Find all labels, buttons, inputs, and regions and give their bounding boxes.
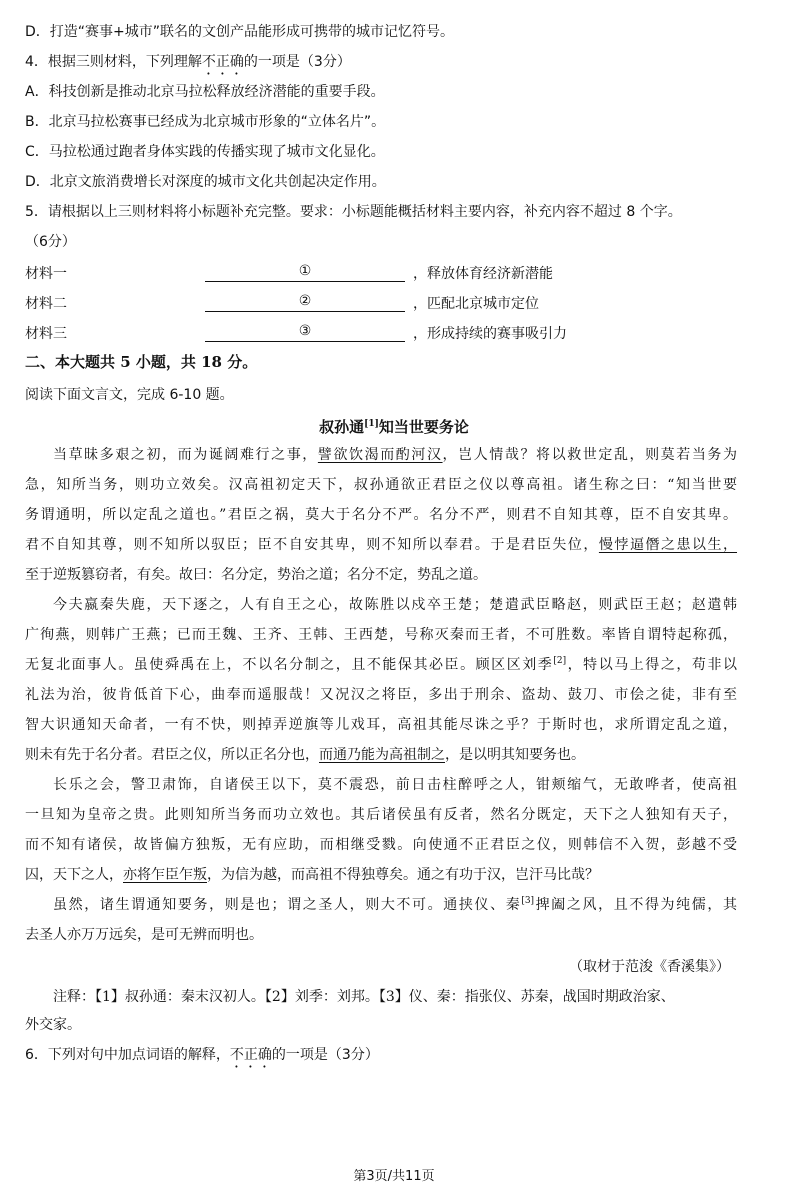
p1-line: 至于逆叛篡窃者，有矣。故曰：名分定，势治之道；名分不定，势乱之道。 [25, 567, 487, 583]
text-run: 君不自知其尊，则不知所以驭臣；臣不自安其卑，则不知所以奉君。于是君臣失位， [25, 537, 599, 553]
note-mark: [2] [553, 656, 567, 666]
p2-line: 礼法为治，彼肯低首下心，曲奉而遥服哉！又况汉之将臣，多出于刑余、盗劫、鼓刀、市侩之徒，非有至 [25, 687, 737, 703]
p1-line: 务谓通明，所以定乱之道也。”君臣之祸，莫大于名分不严。名分不严，则君不自知其尊，臣不自安其卑。 [25, 507, 737, 523]
source-citation: （取材于范浚《香溪集》） [569, 959, 730, 975]
title-note-mark: [1] [364, 419, 379, 429]
q6-emphasis: 不正确 [229, 1047, 272, 1063]
p2-line [25, 656, 737, 674]
section-heading: 二、本大题共 5 小题，共 18 分。 [25, 353, 258, 371]
p3-line: 长乐之会，警卫肃饰，自诸侯王以下，莫不震恐，前日击柱醉呼之人，钳颊缩气，无敢哗者，使高祖 [53, 777, 737, 793]
p3-line [25, 866, 599, 884]
page-number: 第3页/共11页 [353, 1169, 435, 1184]
text-run: ，是以明其知要务也。 [445, 747, 585, 763]
text-run: 无复北面事人。虽使舜禹在上，不以名分制之，且不能保其必臣。顾区区刘季 [25, 657, 554, 673]
blank-suffix: ，释放体育经济新潜能 [413, 266, 553, 282]
q6-stem-a: 6．下列对句中加点词语的解释， [25, 1047, 230, 1063]
blank-row-3 [25, 323, 585, 343]
p4-line [53, 896, 737, 914]
blank-label: 材料二 [25, 296, 67, 312]
blank-suffix: ，匹配北京城市定位 [413, 296, 539, 312]
notes-line: 外交家。 [25, 1017, 81, 1033]
reading-instruction: 阅读下面文言文，完成 6-10 题。 [25, 387, 234, 403]
text-run: ，岂人情哉？将以救世定乱，则莫若当务为 [442, 447, 738, 463]
p3-line: 而不知有诸侯，故皆偏方独叛，无有应助，而相继受戮。向使通不正君臣之仪，则韩信不入贺，彭越不受 [25, 837, 737, 853]
note-mark: [3] [521, 896, 535, 906]
blank-suffix: ，形成持续的赛事吸引力 [413, 326, 567, 342]
p4-line: 去圣人亦万万远矣，是可无辨而明也。 [25, 927, 263, 943]
blank-row-2 [25, 293, 585, 313]
blank-row-1 [25, 263, 585, 283]
q4-option-d: D．北京文旅消费增长对深度的城市文化共创起决定作用。 [25, 174, 386, 190]
text-run: 囚，天下之人， [25, 867, 123, 883]
answer-blank[interactable]: ③ [205, 323, 405, 342]
answer-blank[interactable]: ② [205, 293, 405, 312]
p1-line [25, 536, 737, 554]
p2-line: 智大识通知天命者，一有不快，则掉弄逆旗等儿戏耳，高祖其能尽诛之乎？于斯时也，求所谓定乱之道， [25, 717, 737, 733]
blank-label: 材料一 [25, 266, 67, 282]
title-pre: 叔孙通 [319, 418, 365, 436]
underlined-sentence: 亦将乍臣乍叛 [123, 867, 207, 883]
q4-stem [25, 53, 351, 78]
p1-line [53, 446, 737, 464]
underlined-sentence: 譬欲饮渴而酌河汉 [317, 447, 443, 463]
p2-line: 广徇燕，则韩广王燕；已而王魏、王齐、王韩、王西楚，号称灭秦而王者，不可胜数。率皆自谓特起称孤， [25, 627, 737, 643]
q4-option-c: C．马拉松通过跑者身体实践的传播实现了城市文化显化。 [25, 144, 385, 160]
answer-blank[interactable]: ① [205, 263, 405, 282]
p2-line: 今夫嬴秦失鹿，天下逐之，人有自王之心，故陈胜以戍卒王楚；楚遣武臣略赵，则武臣王赵；赵遣韩 [53, 597, 737, 613]
q4-emphasis: 不正确 [201, 54, 244, 70]
q4-option-b: B．北京马拉松赛事已经成为北京城市形象的“立体名片”。 [25, 114, 386, 130]
p2-line [25, 746, 585, 764]
title-post: 知当世要务论 [378, 418, 469, 436]
q3-option-d: D．打造“赛事+城市”联名的文创产品能形成可携带的城市记忆符号。 [25, 24, 455, 40]
text-run: 当草昧多艰之初，而为诞阔难行之事， [53, 447, 318, 463]
p1-line: 急，知所当务，则功立效矣。汉高祖初定天下，叔孙通欲正君臣之仪以尊高祖。诸生称之曰：“知当世要 [25, 477, 737, 493]
q5-score: （6分） [25, 234, 76, 250]
text-run: ，为信为越，而高祖不得独尊矣。通之有功于汉，岂汗马比哉？ [207, 867, 599, 883]
q4-stem-c: 的一项是（3分） [243, 54, 351, 70]
text-run: 捭阖之风，且不得为纯儒，其 [534, 897, 737, 913]
notes-line: 注释：【1】叔孙通：秦末汉初人。【2】刘季：刘邦。【3】仪、秦：指张仪、苏秦，战国时期政治家、 [53, 989, 675, 1005]
passage-title [0, 416, 788, 437]
text-run: ，特以马上得之，苟非以 [566, 657, 738, 673]
q6-stem-c: 的一项是（3分） [271, 1047, 379, 1063]
p3-line: 一旦知为皇帝之贵。此则知所当务而功立效也。其后诸侯虽有反者，然名分既定，天下之人独知有天子， [25, 807, 737, 823]
q6-stem [25, 1046, 379, 1071]
q4-option-a: A．科技创新是推动北京马拉松释放经济潜能的重要手段。 [25, 84, 385, 100]
text-run: 虽然，诸生谓通知要务，则是也；谓之圣人，则大不可。通挟仪、秦 [53, 897, 522, 913]
q5-stem: 5．请根据以上三则材料将小标题补充完整。要求：小标题能概括材料主要内容，补充内容不超过 8 个字。 [25, 204, 682, 220]
text-run: 则未有先于名分者。君臣之仪，所以正名分也， [25, 747, 319, 763]
blank-label: 材料三 [25, 326, 67, 342]
q4-stem-a: 4．根据三则材料，下列理解 [25, 54, 202, 70]
underlined-sentence: 慢悖逼僭之患以生， [598, 537, 738, 553]
underlined-sentence: 而通乃能为高祖制之 [319, 747, 445, 763]
